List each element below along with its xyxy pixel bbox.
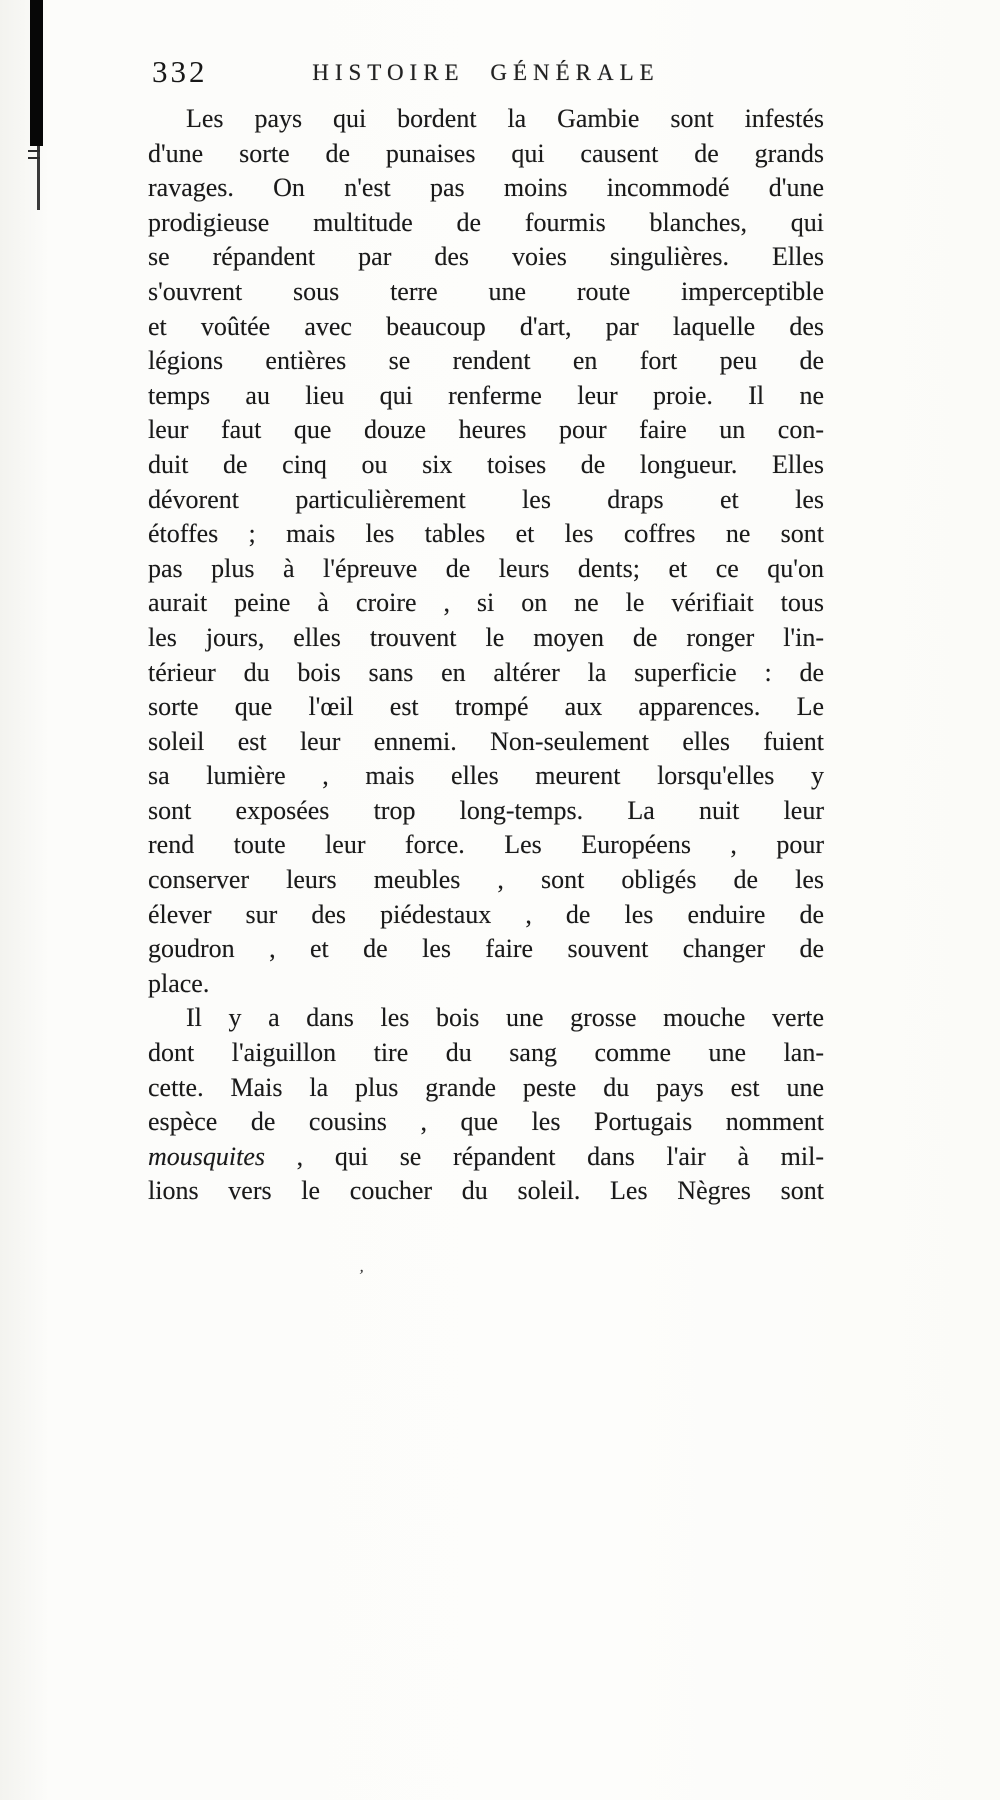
text-line xyxy=(148,1071,824,1106)
text-segment: pas plus à l'épreuve de leurs dents; et ce qu'on xyxy=(148,553,824,583)
text-segment: conserver leurs meubles , sont obligés de les xyxy=(148,865,824,895)
italic-text-segment: mousquites xyxy=(148,1141,265,1171)
text-segment: cette. Mais la plus grande peste du pays est une xyxy=(148,1072,824,1102)
text-line xyxy=(148,863,824,898)
text-line xyxy=(148,413,824,448)
text-line xyxy=(148,206,824,241)
text-line xyxy=(148,794,824,829)
text-line xyxy=(148,759,824,794)
text-segment: temps au lieu qui renferme leur proie. Il ne xyxy=(148,380,824,410)
text-line xyxy=(148,379,824,414)
text-line xyxy=(148,448,824,483)
text-line xyxy=(148,240,824,275)
text-segment: dont l'aiguillon tire du sang comme une lan- xyxy=(148,1038,824,1068)
text-line xyxy=(148,1036,824,1071)
scan-artifact-tick xyxy=(28,150,40,152)
text-segment: s'ouvrent sous terre une route imperceptible xyxy=(148,276,824,306)
text-segment: d'une sorte de punaises qui causent de grands xyxy=(148,138,824,168)
text-segment: Les pays qui bordent la Gambie sont infestés xyxy=(186,104,824,133)
text-segment: aurait peine à croire , si on ne le vérifiait tous xyxy=(148,588,824,618)
text-line xyxy=(148,1174,824,1209)
text-segment: prodigieuse multitude de fourmis blanches, qui xyxy=(148,207,824,237)
text-line xyxy=(148,1001,824,1036)
text-line xyxy=(148,137,824,172)
paragraph xyxy=(148,1001,824,1209)
text-segment: se répandent par des voies singulières. Elles xyxy=(148,242,824,272)
text-segment: Il y a dans les bois une grosse mouche verte xyxy=(186,1003,824,1033)
running-title: HISTOIRE GÉNÉRALE xyxy=(312,60,660,85)
scan-artifact-tick xyxy=(28,157,40,159)
text-segment: , qui se répandent dans l'air à mil- xyxy=(265,1141,824,1171)
text-block xyxy=(148,102,824,1209)
running-header xyxy=(148,52,824,92)
paragraph xyxy=(148,102,824,1001)
text-line xyxy=(148,275,824,310)
text-segment: place. xyxy=(148,968,210,998)
text-segment: duit de cinq ou six toises de longueur. Elles xyxy=(148,449,824,479)
text-line xyxy=(148,690,824,725)
ink-speck: ’ xyxy=(356,1265,366,1286)
text-segment: goudron , et de les faire souvent changer de xyxy=(148,934,824,964)
text-segment: soleil est leur ennemi. Non-seulement elles fuient xyxy=(148,726,824,756)
text-line xyxy=(148,483,824,518)
text-line xyxy=(148,725,824,760)
text-line xyxy=(148,967,824,1002)
text-segment: rend toute leur force. Les Européens , pour xyxy=(148,830,824,860)
binding-scan-bar xyxy=(30,0,43,146)
text-line xyxy=(148,310,824,345)
text-segment: les jours, elles trouvent le moyen de ronger l'in- xyxy=(148,622,824,652)
text-segment: ravages. On n'est pas moins incommodé d'une xyxy=(148,173,824,203)
text-segment: térieur du bois sans en altérer la superficie : de xyxy=(148,657,824,687)
text-segment: dévorent particulièrement les draps et les xyxy=(148,484,824,514)
text-line xyxy=(148,344,824,379)
text-segment: lions vers le coucher du soleil. Les Nègres sont xyxy=(148,1176,824,1206)
page-number: 332 xyxy=(152,54,208,89)
text-segment: élever sur des piédestaux , de les enduire de xyxy=(148,899,824,929)
text-segment: étoffes ; mais les tables et les coffres ne sont xyxy=(148,519,824,549)
text-segment: leur faut que douze heures pour faire un con- xyxy=(148,415,824,445)
text-segment: sont exposées trop long-temps. La nuit leur xyxy=(148,795,824,825)
text-line xyxy=(148,656,824,691)
text-line xyxy=(148,932,824,967)
text-segment: sa lumière , mais elles meurent lorsqu'elles y xyxy=(148,761,824,791)
text-line xyxy=(148,621,824,656)
text-line xyxy=(148,1140,824,1175)
text-line xyxy=(148,102,824,137)
text-line xyxy=(148,552,824,587)
text-line xyxy=(148,1105,824,1140)
text-segment: espèce de cousins , que les Portugais nomment xyxy=(148,1107,824,1137)
text-line xyxy=(148,171,824,206)
text-segment: légions entières se rendent en fort peu de xyxy=(148,346,824,376)
text-line xyxy=(148,828,824,863)
text-segment: et voûtée avec beaucoup d'art, par laquelle des xyxy=(148,311,824,341)
text-line xyxy=(148,898,824,933)
binding-scan-line xyxy=(37,146,40,210)
text-line xyxy=(148,517,824,552)
text-line xyxy=(148,586,824,621)
text-segment: sorte que l'œil est trompé aux apparences. Le xyxy=(148,692,824,722)
